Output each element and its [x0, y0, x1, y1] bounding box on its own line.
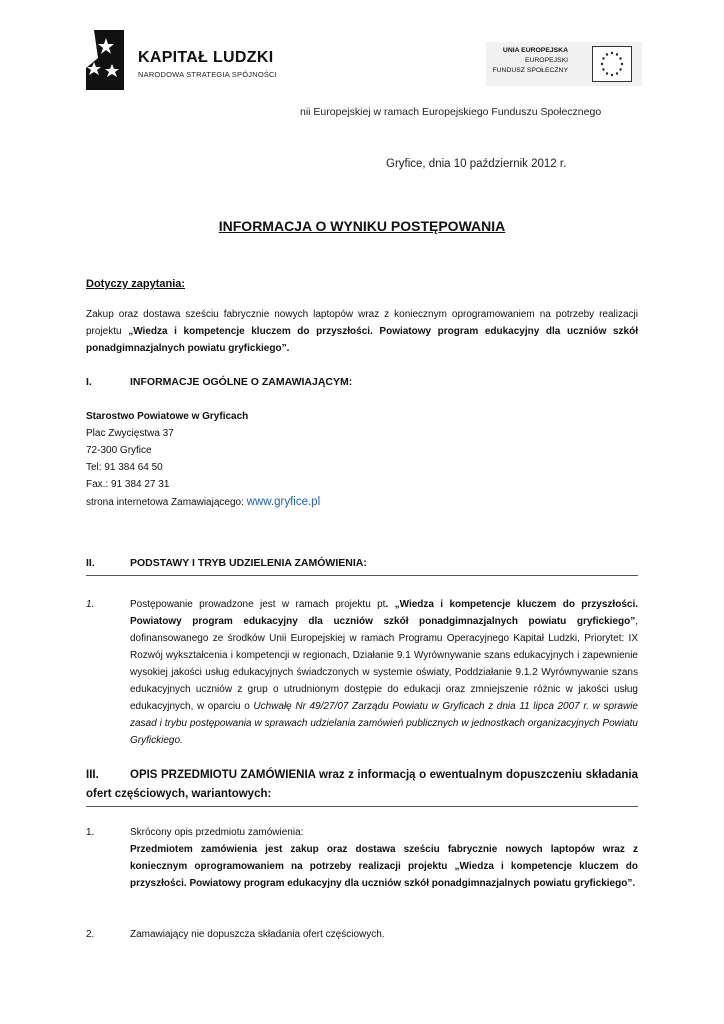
orderer-website — [86, 494, 320, 511]
website-label: strona internetowa Zamawiającego: — [86, 497, 247, 508]
eu-logo-line1: UNIA EUROPEJSKA — [502, 47, 568, 54]
logo-title: KAPITAŁ LUDZKI — [138, 49, 274, 66]
section3-item2-number: 2. — [86, 929, 95, 940]
section2-divider — [86, 575, 638, 576]
s2-text-3: , dofinansowanego ze środków Unii Europejskiej w ramach Programu Operacyjnego Kapitał Ludzki, Priorytet: IX Rozwój wykształcenia i kompetencji w regionach, Działanie 9.1 Wyrównywanie szans edukacyjnych i zapewnienie wysokiej jakości usług edukacyjnych świadczonych w systemie oświaty, Poddziałanie 9.1.2 Wyrównywanie szans edukacyjnych uczniów z grup o utrudnionym dostępie do edukacji oraz zmniejszenie różnic w jakości usług edukacyjnych, w oparciu o — [130, 616, 638, 712]
document-title: INFORMACJA O WYNIKU POSTĘPOWANIA — [218, 218, 506, 234]
eu-logo-line2: EUROPEJSKI — [524, 57, 568, 64]
inquiry-text-plain: Zakup oraz dostawa sześciu fabrycznie nowych laptopów wraz z koniecznym oprogramowaniem na potrzeby realizacji projektu — [86, 309, 638, 337]
section3-item1-label: Skrócony opis przedmiotu zamówienia: — [130, 827, 304, 838]
inquiry-text-bold: „Wiedza i kompetencje kluczem do przyszłości. Powiatowy program edukacyjny dla uczniów szkół ponadgimnazjalnych powiatu gryfickiego”. — [86, 326, 639, 354]
s2-text-2: . „Wiedza i kompetencje kluczem do przyszłości. Powiatowy program edukacyjny dla uczniów szkół ponadgimnazjalnych powiatu gryfickiego” — [130, 599, 638, 627]
section2-item-number: 1. — [86, 599, 95, 610]
kapital-ludzki-emblem-icon — [84, 28, 126, 92]
s2-text-4: Uchwałę Nr 49/27/07 Zarządu Powiatu w Gryficach z dnia 11 lipca 2007 r. w sprawie zasad i trybu postępowania w sprawach udzielania zamówień publicznych w jednostkach organizacyjnych Powiatu Gryfickiego. — [130, 701, 638, 746]
kapital-ludzki-logo — [84, 28, 294, 96]
section2-heading: PODSTAWY I TRYB UDZIELENIA ZAMÓWIENIA: — [130, 557, 367, 569]
section1-heading: INFORMACJE OGÓLNE O ZAMAWIAJĄCYM: — [130, 376, 353, 388]
orderer-city: 72-300 Gryfice — [86, 445, 152, 456]
inquiry-heading: Dotyczy zapytania: — [86, 278, 186, 290]
orderer-name: Starostwo Powiatowe w Gryficach — [86, 411, 249, 422]
orderer-fax: Fax.: 91 384 27 31 — [86, 479, 170, 490]
orderer-street: Plac Zwycięstwa 37 — [86, 428, 174, 439]
section3-item1-number: 1. — [86, 827, 95, 838]
eu-logo-text — [492, 46, 568, 76]
s2-text-1: Postępowanie prowadzone jest w ramach projektu pt — [130, 599, 386, 610]
section3-number: III. — [86, 769, 99, 781]
website-link[interactable]: www.gryfice.pl — [246, 496, 321, 508]
section3-item1-text: Przedmiotem zamówienia jest zakup oraz dostawa sześciu fabrycznie nowych laptopów wraz z koniecznym oprogramowaniem na potrzeby realizacji projektu „Wiedza i kompetencje kluczem do przyszłości. Powiatowy program edukacyjny dla uczniów szkół ponadgimnazjalnych powiatu gryfickiego”. — [130, 844, 638, 889]
eu-logo-line3: FUNDUSZ SPOŁECZNY — [492, 67, 568, 74]
logo-subtitle: NARODOWA STRATEGIA SPÓJNOŚCI — [138, 70, 277, 79]
section2-item-text — [130, 596, 638, 749]
section2-number: II. — [86, 557, 95, 569]
section3-heading: OPIS PRZEDMIOTU ZAMÓWIENIA wraz z informacją o ewentualnym dopuszczeniu składania ofert częściowych, wariantowych: — [86, 769, 638, 800]
section1-number: I. — [86, 376, 92, 388]
place-date: Gryfice, dnia 10 październik 2012 r. — [386, 158, 567, 170]
inquiry-text — [86, 306, 638, 357]
section3-heading-block — [86, 766, 638, 804]
header-banner: nii Europejskiej w ramach Europejskiego Funduszu Społecznego — [300, 106, 602, 118]
eu-logo — [486, 42, 642, 86]
orderer-tel: Tel: 91 384 64 50 — [86, 462, 163, 473]
section3-item2-label: Zamawiający nie dopuszcza składania ofert częściowych. — [130, 929, 385, 940]
eu-flag-icon — [592, 46, 632, 82]
section3-divider — [86, 806, 638, 807]
